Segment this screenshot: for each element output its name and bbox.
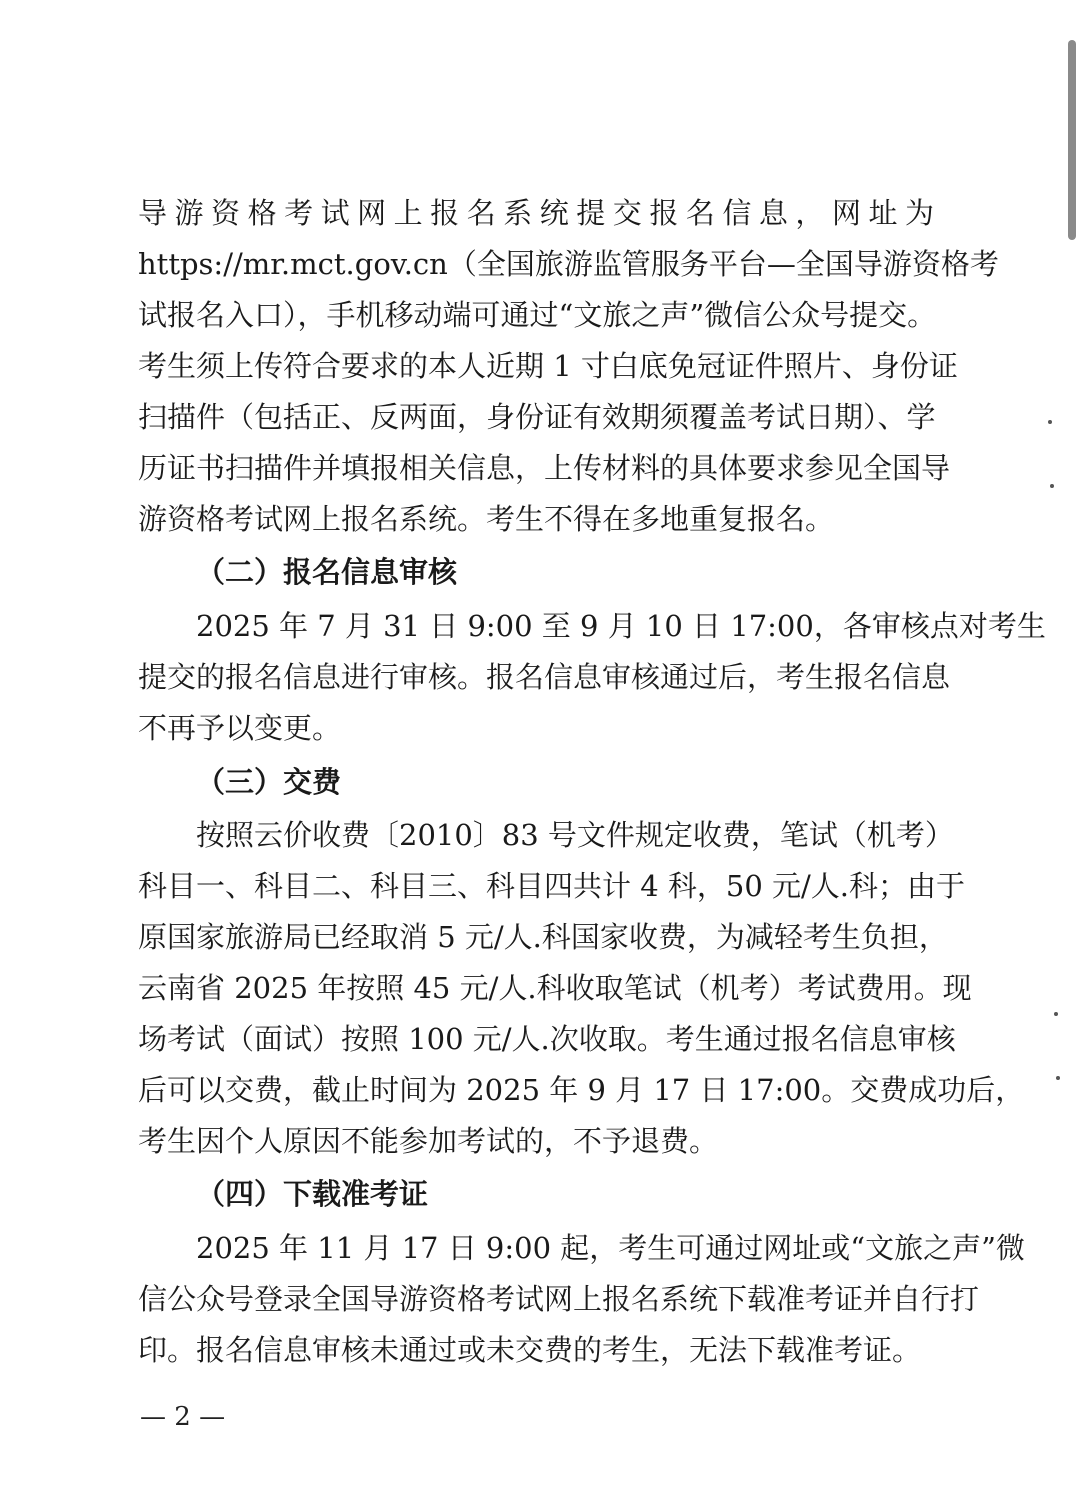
scan-speck bbox=[1056, 1076, 1060, 1080]
text-line: 导游资格考试网上报名系统提交报名信息，网址为 bbox=[138, 196, 934, 230]
scrollbar[interactable] bbox=[1068, 40, 1076, 240]
text-line: 原国家旅游局已经取消 5 元/人.科国家收费，为减轻考生负担， bbox=[138, 920, 948, 954]
text-line: 试报名入口），手机移动端可通过“文旅之声”微信公众号提交。 bbox=[138, 298, 937, 332]
text-line: 场考试（面试）按照 100 元/人.次收取。考生通过报名信息审核 bbox=[138, 1022, 956, 1056]
text-line: 按照云价收费〔2010〕83 号文件规定收费，笔试（机考） bbox=[196, 818, 954, 852]
text-line: 考生因个人原因不能参加考试的，不予退费。 bbox=[138, 1124, 719, 1158]
text-line: 游资格考试网上报名系统。考生不得在多地重复报名。 bbox=[138, 502, 835, 536]
text-line: 后可以交费，截止时间为 2025 年 9 月 17 日 17:00。交费成功后， bbox=[138, 1073, 1025, 1107]
scan-speck bbox=[1050, 484, 1054, 488]
text-line: 历证书扫描件并填报相关信息，上传材料的具体要求参见全国导 bbox=[138, 451, 951, 485]
text-line: 云南省 2025 年按照 45 元/人.科收取笔试（机考）考试费用。现 bbox=[138, 971, 972, 1005]
section-heading-review: （二）报名信息审核 bbox=[196, 555, 458, 589]
page-number: — 2 — bbox=[140, 1402, 226, 1432]
text-line: 印。报名信息审核未通过或未交费的考生，无法下载准考证。 bbox=[138, 1333, 922, 1367]
text-line: 不再予以变更。 bbox=[138, 711, 342, 745]
text-line: 提交的报名信息进行审核。报名信息审核通过后，考生报名信息 bbox=[138, 660, 951, 694]
section-heading-admission-ticket: （四）下载准考证 bbox=[196, 1177, 429, 1211]
text-line-url: https://mr.mct.gov.cn（全国旅游监管服务平台—全国导游资格考 bbox=[138, 247, 999, 281]
scan-speck bbox=[1054, 1012, 1058, 1016]
text-line: 扫描件（包括正、反两面，身份证有效期须覆盖考试日期）、学 bbox=[138, 400, 936, 434]
section-heading-fee: （三）交费 bbox=[196, 765, 342, 799]
text-line: 信公众号登录全国导游资格考试网上报名系统下载准考证并自行打 bbox=[138, 1282, 980, 1316]
text-line: 考生须上传符合要求的本人近期 1 寸白底免冠证件照片、身份证 bbox=[138, 349, 958, 383]
text-line: 科目一、科目二、科目三、科目四共计 4 科，50 元/人.科；由于 bbox=[138, 869, 965, 903]
text-line: 2025 年 11 月 17 日 9:00 起，考生可通过网址或“文旅之声”微 bbox=[196, 1231, 1025, 1265]
scan-speck bbox=[1048, 420, 1052, 424]
text-line: 2025 年 7 月 31 日 9:00 至 9 月 10 日 17:00，各审核点对考生 bbox=[196, 609, 1046, 643]
